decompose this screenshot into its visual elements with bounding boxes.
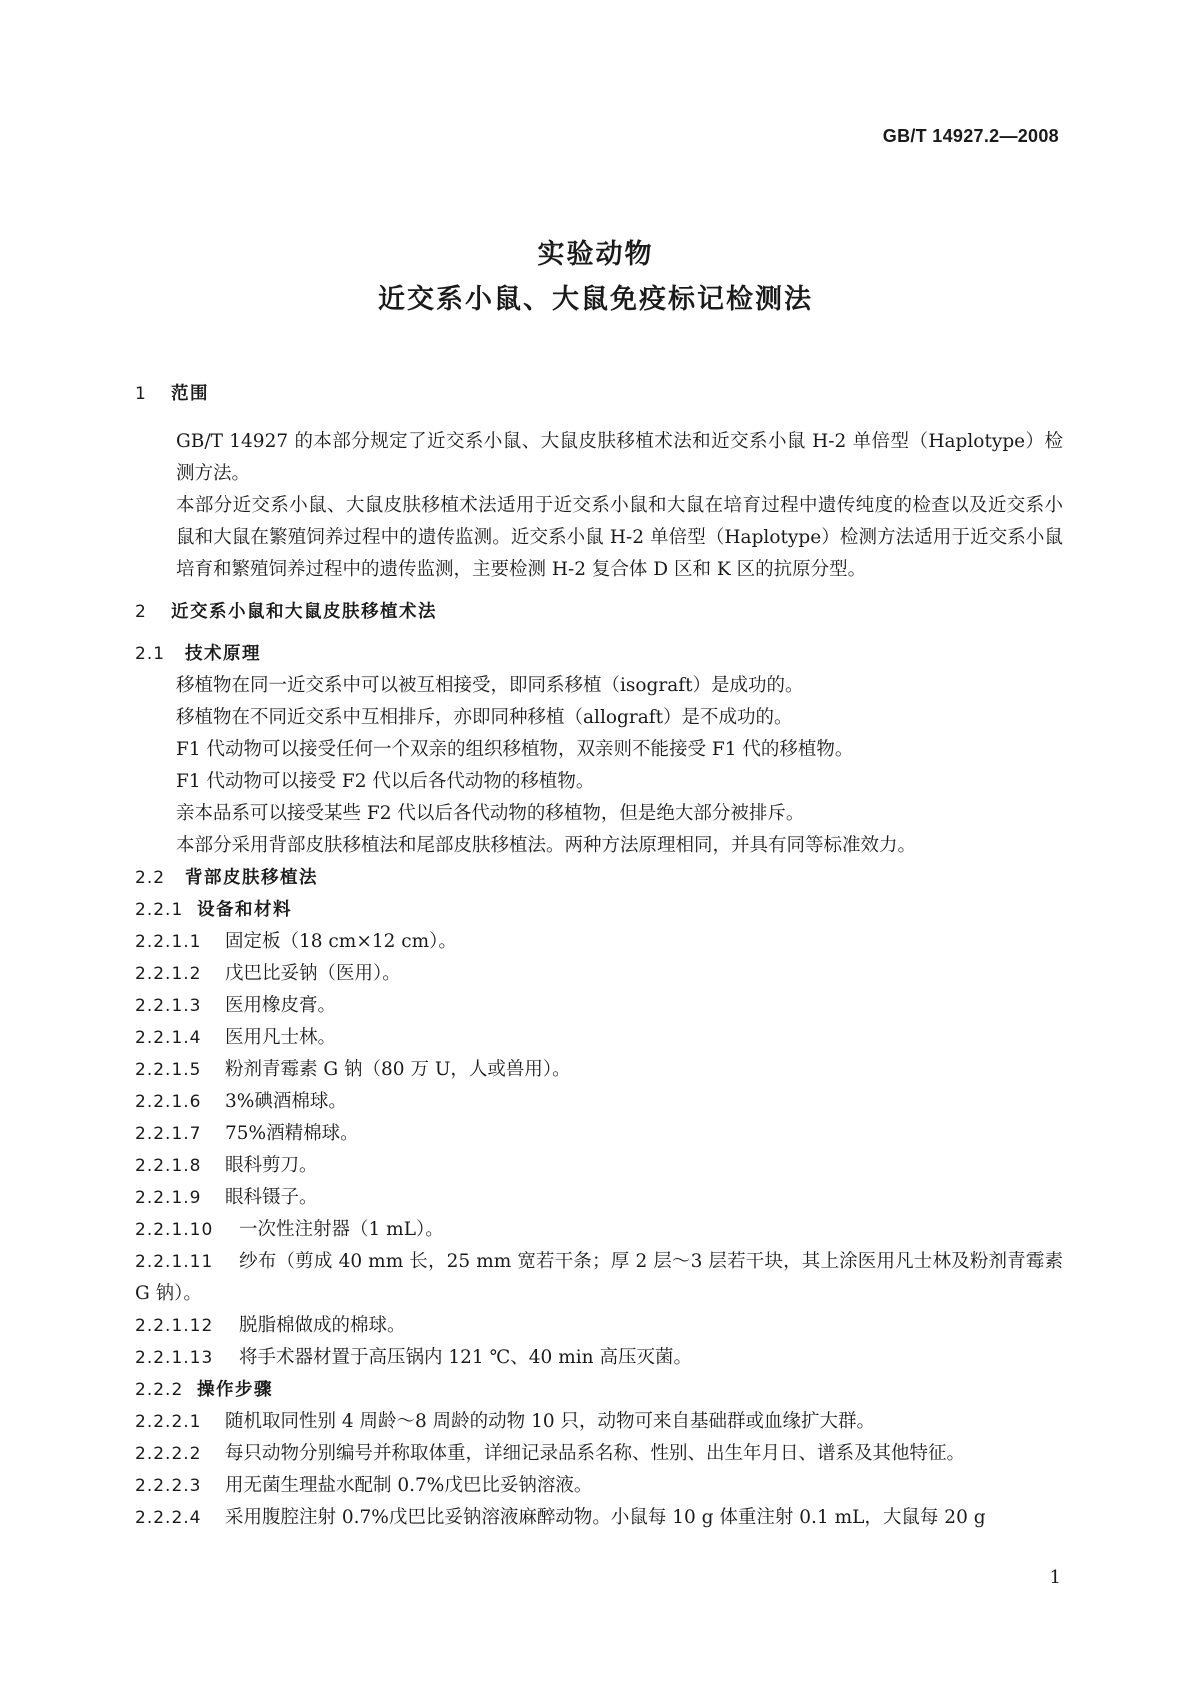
item-text: 戊巴比妥钠（医用）。 <box>225 963 401 984</box>
section-heading <box>135 378 1063 410</box>
list-item <box>135 1118 1063 1150</box>
subsection-title: 技术原理 <box>185 644 261 664</box>
subsection-heading <box>135 638 1063 670</box>
document-title-line1: 实验动物 <box>537 239 654 270</box>
list-item <box>135 1182 1063 1214</box>
list-item <box>135 1342 1063 1374</box>
item-text: 眼科镊子。 <box>225 1187 318 1208</box>
item-number: 2.2.2.3 <box>135 1476 202 1496</box>
list-item <box>135 1502 1063 1534</box>
list-item <box>135 926 1063 958</box>
item-text: 纱布（剪成 40 mm 长，25 mm 宽若干条；厚 2 层～3 层若干块，其上涂医用凡士林及粉剂青霉素 G 钠）。 <box>135 1251 1063 1304</box>
item-text: 一次性注射器（1 mL）。 <box>239 1219 444 1240</box>
item-number: 2.2.1.11 <box>135 1252 214 1272</box>
standard-code: GB/T 14927.2—2008 <box>882 126 1059 146</box>
item-text: 医用凡士林。 <box>225 1027 337 1048</box>
item-text: 眼科剪刀。 <box>225 1155 318 1176</box>
item-text: 采用腹腔注射 0.7%戊巴比妥钠溶液麻醉动物。小鼠每 10 g 体重注射 0.1 mL，大鼠每 20 g <box>225 1507 986 1528</box>
section-number: 2 <box>135 602 147 622</box>
subsection-title: 操作步骤 <box>197 1380 273 1400</box>
item-number: 2.2.2.1 <box>135 1412 202 1432</box>
subsection-number: 2.1 <box>135 644 166 664</box>
list-item <box>135 1086 1063 1118</box>
item-number: 2.2.1.13 <box>135 1348 214 1368</box>
item-number: 2.2.1.1 <box>135 932 202 952</box>
item-number: 2.2.1.10 <box>135 1220 214 1240</box>
item-text: 用无菌生理盐水配制 0.7%戊巴比妥钠溶液。 <box>225 1475 593 1496</box>
paragraph: GB/T 14927 的本部分规定了近交系小鼠、大鼠皮肤移植术法和近交系小鼠 H-2 单倍型（Haplotype）检测方法。 <box>176 431 1063 484</box>
item-number: 2.2.1.8 <box>135 1156 202 1176</box>
item-text: 医用橡皮膏。 <box>225 995 337 1016</box>
item-number: 2.2.2.4 <box>135 1508 202 1528</box>
item-number: 2.2.1.12 <box>135 1316 214 1336</box>
principle-line: 移植物在同一近交系中可以被互相接受，即同系移植（isograft）是成功的。 <box>176 675 804 696</box>
item-text: 3%碘酒棉球。 <box>225 1091 347 1112</box>
item-number: 2.2.1.9 <box>135 1188 202 1208</box>
item-text: 粉剂青霉素 G 钠（80 万 U，人或兽用）。 <box>225 1059 571 1080</box>
item-text: 75%酒精棉球。 <box>225 1123 359 1144</box>
document-body <box>135 378 1063 1534</box>
subsection-number: 2.2.1 <box>135 900 184 920</box>
principle-line: F1 代动物可以接受任何一个双亲的组织移植物，双亲则不能接受 F1 代的移植物。 <box>176 739 854 760</box>
subsection-title: 背部皮肤移植法 <box>185 868 318 888</box>
list-item <box>135 1214 1063 1246</box>
item-number: 2.2.2.2 <box>135 1444 202 1464</box>
list-item <box>135 990 1063 1022</box>
section-heading <box>135 596 1063 628</box>
item-text: 固定板（18 cm×12 cm）。 <box>225 931 457 952</box>
paragraph: 本部分近交系小鼠、大鼠皮肤移植术法适用于近交系小鼠和大鼠在培育过程中遗传纯度的检查以及近交系小鼠和大鼠在繁殖饲养过程中的遗传监测。近交系小鼠 H-2 单倍型（Haplotype）检测方法适用于近交系小鼠培育和繁殖饲养过程中的遗传监测，主要检测 H-2 复合体 D 区和 K 区的抗原分型。 <box>176 495 1063 580</box>
item-number: 2.2.1.5 <box>135 1060 202 1080</box>
principle-line: F1 代动物可以接受 F2 代以后各代动物的移植物。 <box>176 771 595 792</box>
item-number: 2.2.1.6 <box>135 1092 202 1112</box>
list-item <box>135 1470 1063 1502</box>
section-title: 近交系小鼠和大鼠皮肤移植术法 <box>171 602 437 622</box>
section-title: 范围 <box>171 384 209 404</box>
list-item <box>135 1438 1063 1470</box>
item-number: 2.2.1.3 <box>135 996 202 1016</box>
list-item <box>135 1310 1063 1342</box>
item-number: 2.2.1.4 <box>135 1028 202 1048</box>
page-number: 1 <box>1049 1567 1061 1588</box>
list-item <box>135 1406 1063 1438</box>
subsection-title: 设备和材料 <box>197 900 292 920</box>
item-text: 每只动物分别编号并称取体重，详细记录品系名称、性别、出生年月日、谱系及其他特征。 <box>225 1443 966 1464</box>
list-item <box>135 1246 1063 1310</box>
list-item <box>135 958 1063 990</box>
subsection-number: 2.2.2 <box>135 1380 184 1400</box>
item-number: 2.2.1.7 <box>135 1124 202 1144</box>
item-text: 脱脂棉做成的棉球。 <box>239 1315 406 1336</box>
principle-line: 本部分采用背部皮肤移植法和尾部皮肤移植法。两种方法原理相同，并具有同等标准效力。 <box>176 835 917 856</box>
item-text: 随机取同性别 4 周龄～8 周龄的动物 10 只，动物可来自基础群或血缘扩大群。 <box>225 1411 875 1432</box>
section-number: 1 <box>135 384 147 404</box>
subsection-heading <box>135 1374 1063 1406</box>
list-item <box>135 1054 1063 1086</box>
list-item <box>135 1022 1063 1054</box>
document-title-line2: 近交系小鼠、大鼠免疫标记检测法 <box>378 284 813 315</box>
item-number: 2.2.1.2 <box>135 964 202 984</box>
list-item <box>135 1150 1063 1182</box>
principle-line: 亲本品系可以接受某些 F2 代以后各代动物的移植物，但是绝大部分被排斥。 <box>176 803 805 824</box>
item-text: 将手术器材置于高压锅内 121 ℃、40 min 高压灭菌。 <box>239 1347 692 1368</box>
subsection-heading <box>135 862 1063 894</box>
principle-line: 移植物在不同近交系中互相排斥，亦即同种移植（allograft）是不成功的。 <box>176 707 793 728</box>
subsection-number: 2.2 <box>135 868 166 888</box>
subsection-heading <box>135 894 1063 926</box>
